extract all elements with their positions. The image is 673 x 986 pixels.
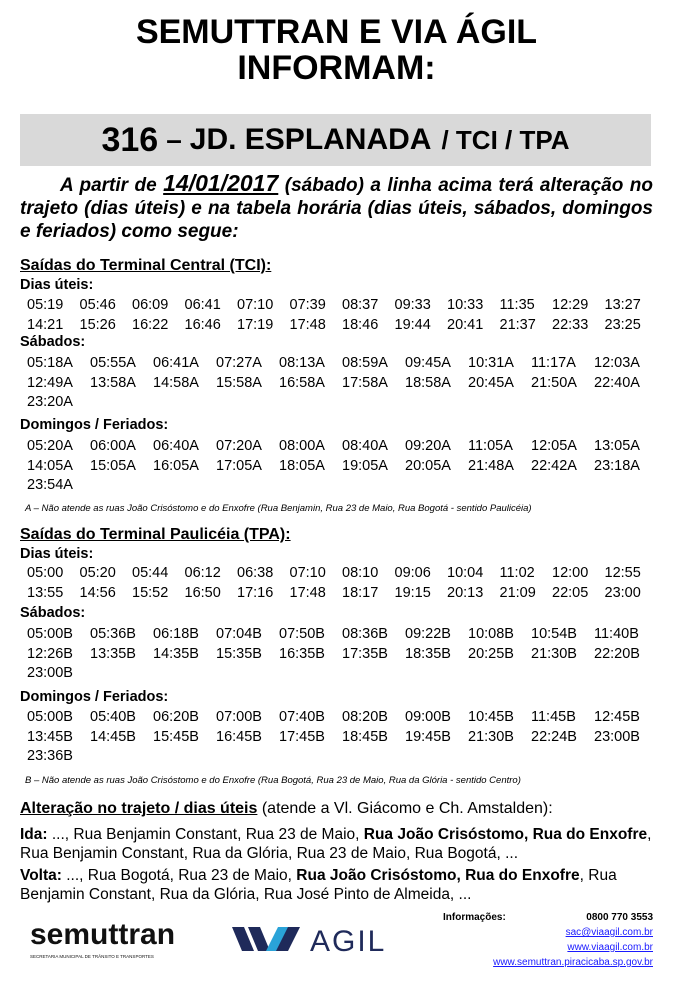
time-entry: 15:52 (132, 584, 169, 601)
time-entry: 22:42A (531, 457, 577, 474)
time-entry: 05:40B (90, 709, 136, 725)
time-entry: 23:36B (27, 748, 73, 764)
time-entry: 20:05A (405, 457, 451, 474)
time-entry: 16:58A (279, 374, 325, 391)
time-entry: 05:55A (90, 355, 136, 371)
time-entry: 07:39 (289, 297, 326, 313)
time-entry: 08:37 (342, 297, 379, 313)
time-entry: 16:50 (184, 584, 221, 601)
time-entry: 10:31A (468, 355, 514, 371)
time-entry: 22:24B (531, 728, 577, 745)
time-entry: 17:58A (342, 374, 388, 391)
time-entry: 08:40A (342, 438, 388, 454)
time-entry: 17:19 (237, 316, 274, 333)
time-entry: 23:00B (594, 728, 640, 745)
time-entry: 20:13 (447, 584, 484, 601)
semuttran-logo-sub: SECRETARIA MUNICIPAL DE TRÂNSITO E TRANSPORTES (30, 954, 154, 959)
time-entry: 23:25 (604, 316, 641, 333)
line-dash: – (166, 124, 182, 155)
title-line-1: SEMUTTRAN E VIA ÁGIL (135, 13, 538, 51)
time-entry: 13:27 (604, 297, 641, 313)
tci-weekday-times (20, 296, 650, 335)
time-entry: 16:05A (153, 457, 199, 474)
time-entry: 13:55 (27, 584, 64, 601)
time-entry: 20:25B (468, 645, 514, 662)
time-entry: 22:20B (594, 645, 640, 662)
time-entry: 13:58A (90, 374, 136, 391)
time-entry: 06:41A (153, 355, 199, 371)
title-line-2: INFORMAM: (237, 49, 436, 87)
time-entry: 09:20A (405, 438, 451, 454)
time-entry: 21:48A (468, 457, 514, 474)
time-entry: 07:27A (216, 355, 262, 371)
volta-text-b: , Rua Benjamin Constant, Rua da Glória, Rua José Pinto de Almeida, ... (20, 867, 617, 903)
time-entry: 12:26B (27, 645, 73, 662)
time-entry: 10:33 (447, 297, 484, 313)
time-entry: 11:40B (594, 626, 639, 642)
time-entry: 08:59A (342, 355, 388, 371)
alteration-sub: (atende a Vl. Giácomo e Ch. Amstalden): (257, 800, 553, 817)
time-entry: 05:44 (132, 565, 169, 581)
time-entry: 16:46 (184, 316, 221, 333)
time-entry: 07:04B (216, 626, 262, 642)
time-entry: 07:10 (289, 565, 326, 581)
ida-text-b: , Rua Benjamin Constant, Rua da Glória, Rua 23 de Maio, Rua Bogotá, ... (20, 826, 652, 862)
time-entry: 12:55 (604, 565, 641, 581)
time-entry: 07:10 (237, 297, 274, 313)
time-entry: 06:41 (184, 297, 221, 313)
time-entry: 20:41 (447, 316, 484, 333)
time-entry: 17:48 (289, 316, 326, 333)
viaagil-logo-text: AGIL (310, 925, 387, 958)
contact-info (443, 912, 653, 968)
time-entry: 05:46 (79, 297, 116, 313)
tpa-note: B – Não atende as ruas João Crisóstomo e do Enxofre (Rua Bogotá, Rua 23 de Maio, Rua da Glória - sentido Centro) (25, 775, 521, 786)
time-entry: 23:54A (27, 477, 73, 493)
time-entry: 14:35B (153, 645, 199, 662)
time-entry: 16:22 (132, 316, 169, 333)
time-entry: 10:04 (447, 565, 484, 581)
tci-weekday-label: Dias úteis: (20, 277, 94, 293)
line-banner (20, 114, 651, 166)
time-entry: 12:05A (531, 438, 577, 454)
tpa-saturday-label: Sábados: (20, 605, 86, 621)
time-entry: 10:45B (468, 709, 514, 725)
time-entry: 12:29 (552, 297, 589, 313)
time-entry: 17:35B (342, 645, 388, 662)
time-entry: 14:58A (153, 374, 199, 391)
time-entry: 23:20A (27, 394, 73, 410)
line-terminals: / TCI / TPA (441, 124, 570, 155)
time-entry: 23:00B (27, 665, 73, 681)
time-entry: 19:44 (394, 316, 431, 333)
time-entry: 07:00B (216, 709, 262, 725)
time-entry: 09:00B (405, 709, 451, 725)
time-entry: 19:45B (405, 728, 451, 745)
intro-date: 14/01/2017 (163, 170, 279, 196)
time-entry: 22:05 (552, 584, 589, 601)
time-entry: 05:00B (27, 626, 73, 642)
time-entry: 06:09 (132, 297, 169, 313)
time-entry: 17:48 (289, 584, 326, 601)
route-ida (20, 825, 653, 863)
time-entry: 09:06 (394, 565, 431, 581)
time-entry: 16:45B (216, 728, 262, 745)
time-entry: 12:00 (552, 565, 589, 581)
time-entry: 11:35 (499, 297, 535, 313)
time-entry: 17:16 (237, 584, 274, 601)
tci-note: A – Não atende as ruas João Crisóstomo e do Enxofre (Rua Benjamin, Rua 23 de Maio, Rua Bogotá - sentido Paulicéia) (25, 503, 532, 514)
tpa-saturday-times (20, 625, 650, 684)
time-entry: 13:35B (90, 645, 136, 662)
time-entry: 15:45B (153, 728, 199, 745)
time-entry: 15:58A (216, 374, 262, 391)
time-entry: 06:12 (184, 565, 221, 581)
time-entry: 14:56 (79, 584, 116, 601)
info-site2-link[interactable]: www.semuttran.piracicaba.sp.gov.br (493, 957, 653, 968)
time-entry: 19:05A (342, 457, 388, 474)
time-entry: 19:15 (394, 584, 431, 601)
time-entry: 05:18A (27, 355, 73, 371)
intro-paragraph (20, 172, 653, 243)
tpa-weekday-times (20, 564, 650, 603)
time-entry: 17:05A (216, 457, 262, 474)
volta-text-bold: Rua João Crisóstomo, Rua do Enxofre (296, 867, 580, 884)
time-entry: 08:36B (342, 626, 388, 642)
time-entry: 05:00 (27, 565, 64, 581)
volta-label: Volta: (20, 867, 62, 884)
time-entry: 21:37 (499, 316, 536, 333)
time-entry: 23:00 (604, 584, 641, 601)
time-entry: 11:17A (531, 355, 576, 371)
time-entry: 07:40B (279, 709, 325, 725)
time-entry: 05:36B (90, 626, 136, 642)
time-entry: 09:22B (405, 626, 451, 642)
tci-sunday-times (20, 437, 650, 496)
time-entry: 10:08B (468, 626, 514, 642)
time-entry: 20:45A (468, 374, 514, 391)
time-entry: 13:05A (594, 438, 640, 454)
ida-text-bold: Rua João Crisóstomo, Rua do Enxofre (363, 826, 648, 843)
time-entry: 12:45B (594, 709, 640, 725)
volta-text-a: ..., Rua Bogotá, Rua 23 de Maio, (61, 867, 297, 884)
time-entry: 08:10 (342, 565, 379, 581)
time-entry: 18:35B (405, 645, 451, 662)
time-entry: 08:13A (279, 355, 325, 371)
time-entry: 11:45B (531, 709, 576, 725)
route-volta (20, 866, 653, 904)
semuttran-logo (30, 914, 210, 964)
time-entry: 10:54B (531, 626, 577, 642)
time-entry: 13:45B (27, 728, 73, 745)
tpa-weekday-label: Dias úteis: (20, 546, 94, 562)
time-entry: 22:33 (552, 316, 589, 333)
time-entry: 15:35B (216, 645, 262, 662)
time-entry: 06:20B (153, 709, 199, 725)
tpa-section-title: Saídas do Terminal Paulicéia (TPA): (20, 526, 291, 543)
time-entry: 11:05A (468, 438, 513, 454)
time-entry: 14:45B (90, 728, 136, 745)
time-entry: 21:09 (499, 584, 536, 601)
time-entry: 22:40A (594, 374, 640, 391)
semuttran-logo-text: semuttran (30, 918, 176, 951)
tci-section-title: Saídas do Terminal Central (TCI): (20, 257, 272, 274)
time-entry: 07:50B (279, 626, 325, 642)
time-entry: 05:19 (27, 297, 64, 313)
time-entry: 05:20 (79, 565, 116, 581)
time-entry: 12:03A (594, 355, 640, 371)
time-entry: 21:30B (468, 728, 514, 745)
viaagil-logo (232, 919, 422, 959)
time-entry: 06:18B (153, 626, 199, 642)
tpa-sunday-label: Domingos / Feriados: (20, 689, 169, 705)
intro-after: (sábado) a linha acima terá alteração no trajeto (dias úteis) e na tabela horária (dias úteis, sábados, domingos e feriados) como segue: (20, 175, 653, 242)
time-entry: 15:05A (90, 457, 136, 474)
time-entry: 18:58A (405, 374, 451, 391)
time-entry: 07:20A (216, 438, 262, 454)
time-entry: 06:40A (153, 438, 199, 454)
time-entry: 08:00A (279, 438, 325, 454)
alteration-title: Alteração no trajeto / dias úteis (20, 800, 258, 817)
time-entry: 18:45B (342, 728, 388, 745)
time-entry: 16:35B (279, 645, 325, 662)
line-name: JD. ESPLANADA (189, 123, 432, 156)
time-entry: 18:05A (279, 457, 325, 474)
time-entry: 14:21 (27, 316, 64, 333)
ida-label: Ida: (20, 826, 48, 843)
time-entry: 21:30B (531, 645, 577, 662)
info-phone: 0800 770 3553 (586, 912, 653, 923)
time-entry: 11:02 (499, 565, 535, 581)
line-number: 316 (101, 120, 159, 159)
tci-sunday-label: Domingos / Feriados: (20, 417, 169, 433)
time-entry: 12:49A (27, 374, 73, 391)
tci-saturday-label: Sábados: (20, 334, 86, 350)
time-entry: 23:18A (594, 457, 640, 474)
time-entry: 18:46 (342, 316, 379, 333)
time-entry: 09:45A (405, 355, 451, 371)
time-entry: 14:05A (27, 457, 73, 474)
time-entry: 15:26 (79, 316, 116, 333)
info-site1-link[interactable]: www.viaagil.com.br (567, 942, 653, 953)
time-entry: 21:50A (531, 374, 577, 391)
time-entry: 06:00A (90, 438, 136, 454)
tci-saturday-times (20, 354, 650, 413)
info-email-link[interactable]: sac@viaagil.com.br (565, 927, 653, 938)
intro-before: A partir de (60, 175, 164, 196)
time-entry: 08:20B (342, 709, 388, 725)
tpa-sunday-times (20, 708, 650, 767)
time-entry: 09:33 (394, 297, 431, 313)
info-label: Informações: (443, 912, 506, 923)
time-entry: 05:20A (27, 438, 73, 454)
time-entry: 05:00B (27, 709, 73, 725)
ida-text-a: ..., Rua Benjamin Constant, Rua 23 de Maio, (47, 826, 364, 843)
time-entry: 06:38 (237, 565, 274, 581)
time-entry: 18:17 (342, 584, 379, 601)
alteration-heading (20, 800, 553, 818)
time-entry: 17:45B (279, 728, 325, 745)
